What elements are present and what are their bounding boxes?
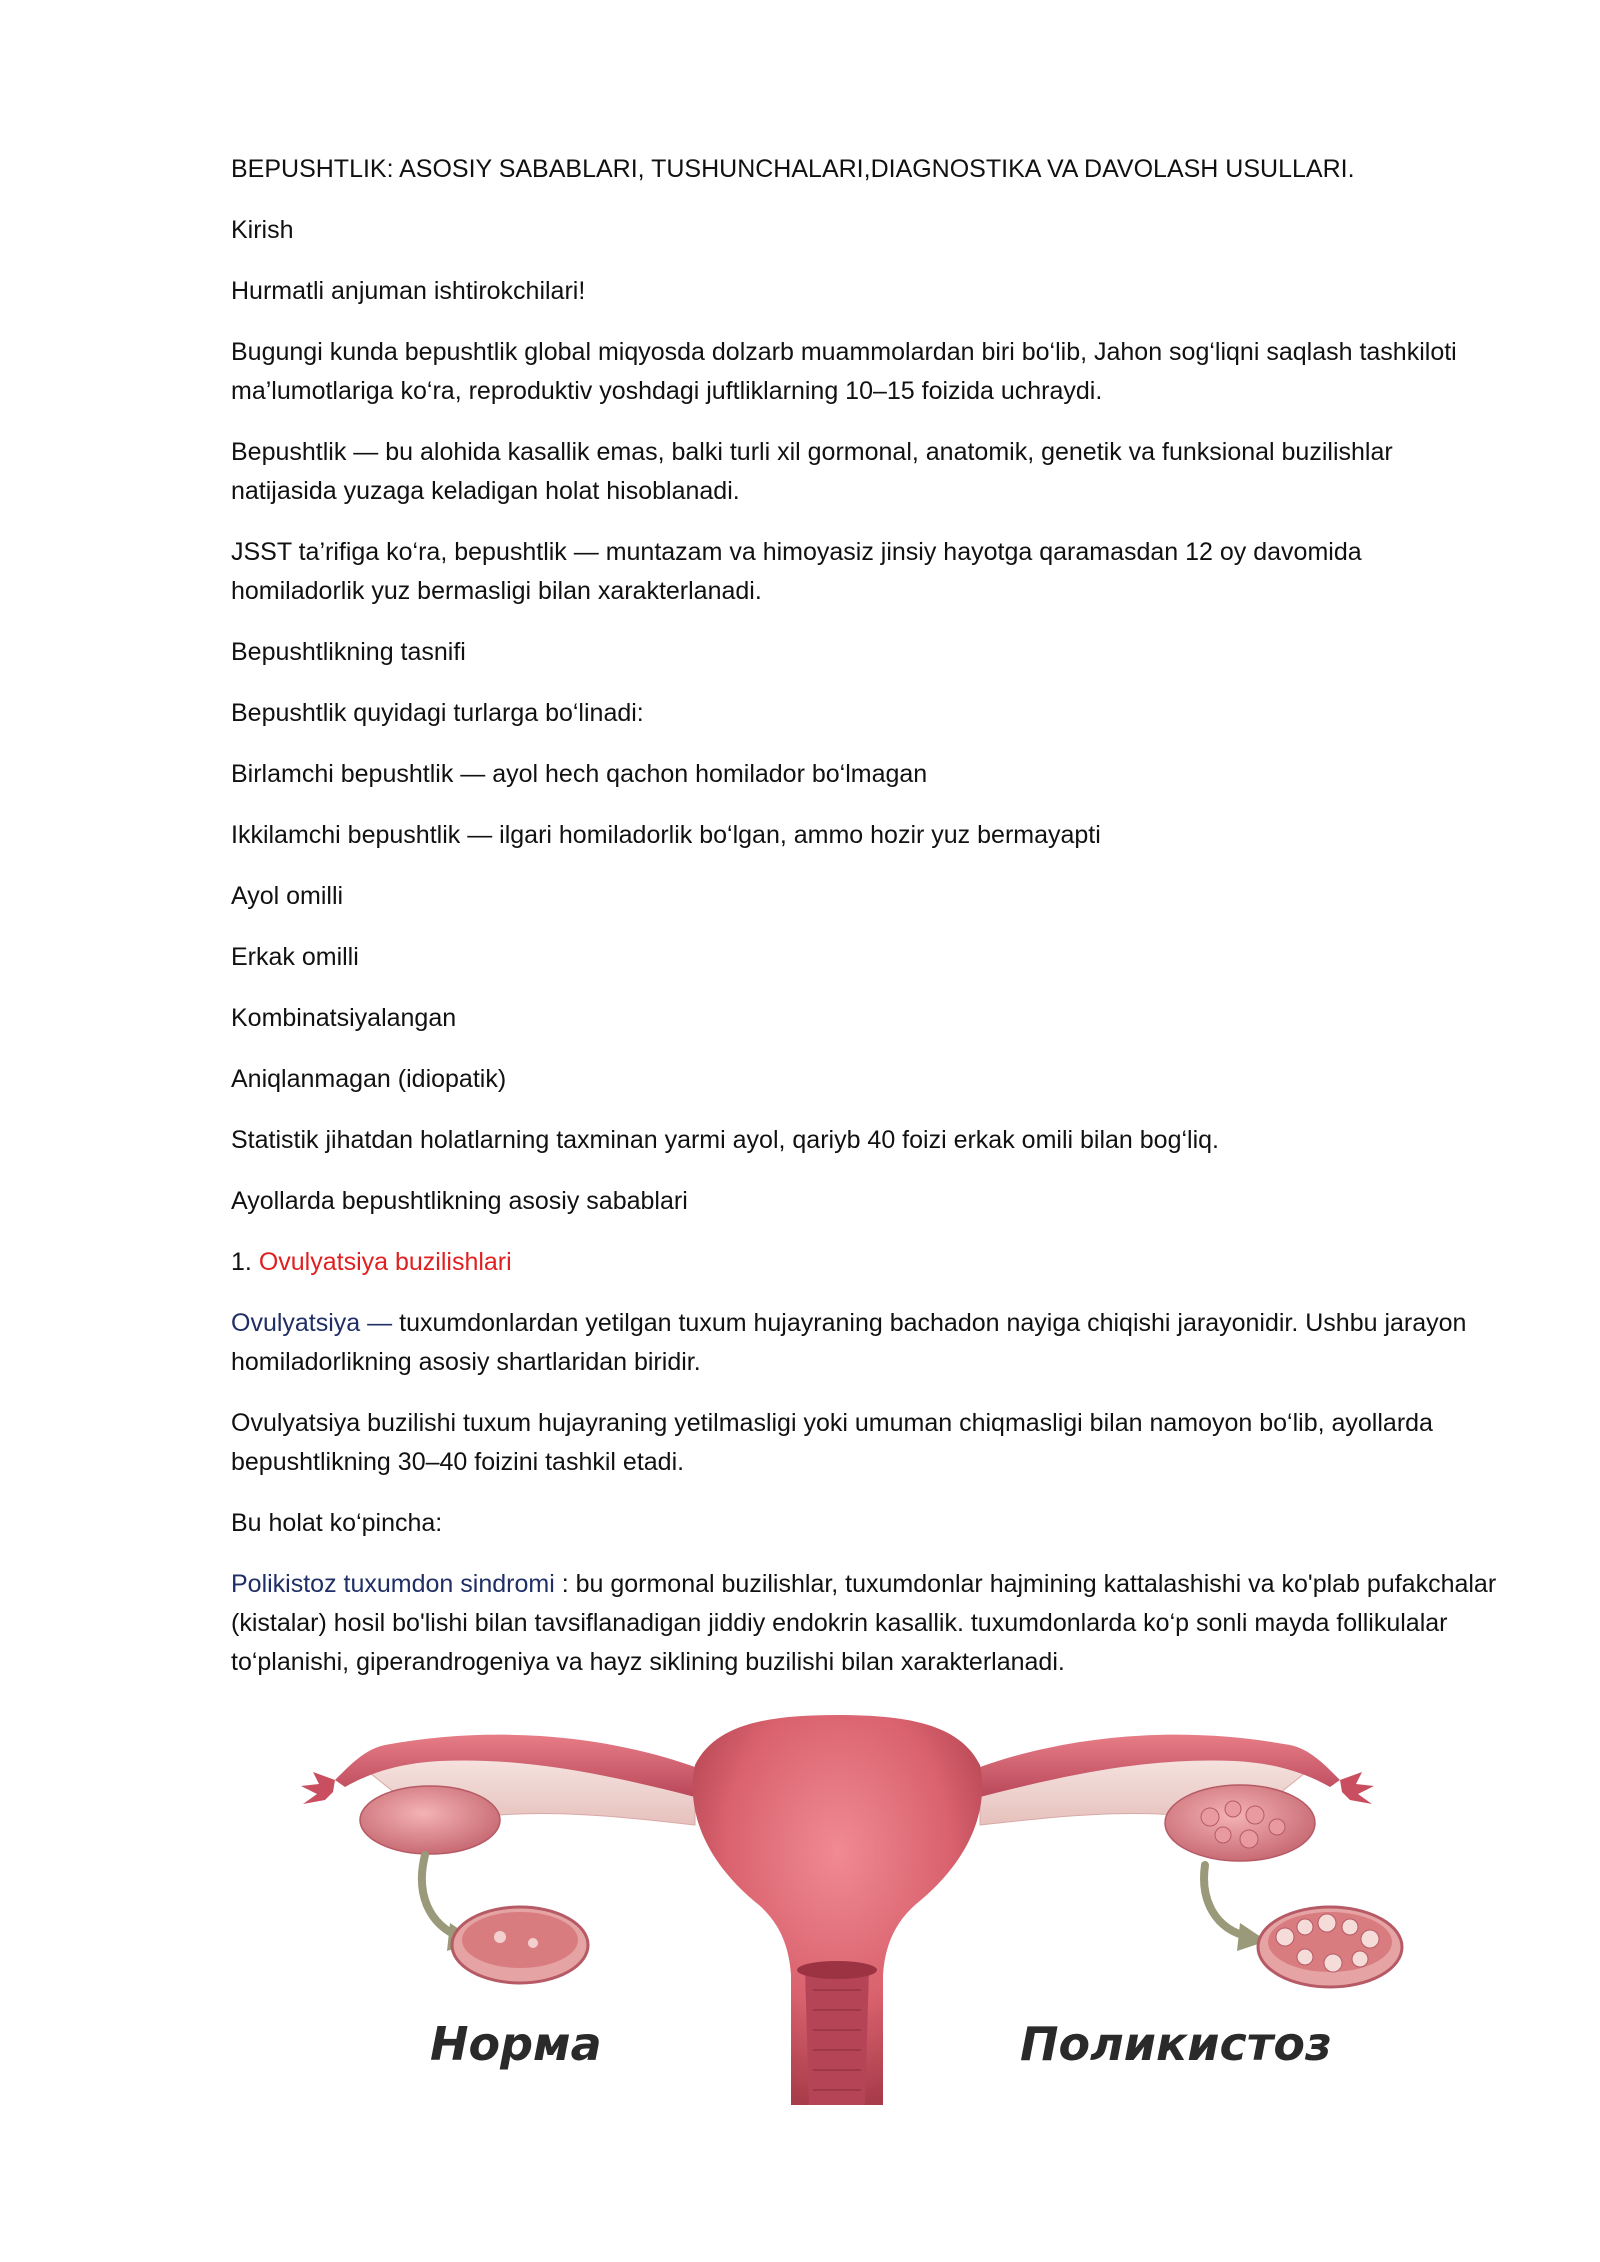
type-secondary: Ikkilamchi bepushtlik — ilgari homiladorlik bo‘lgan, ammo hozir yuz bermayapti [231,821,1101,849]
section-intro-heading: Kirish [231,216,294,244]
pcos-text: : bu gormonal buzilishlar, tuxumdonlar hajmining kattalashishi va ko'plab pufakchalar (kistalar) hosil bo'lishi bilan tavsiflanadigan jiddiy endokrin kasallik. tuxumdonlarda ko‘p sonli mayda follikulalar to‘planishi, giperandrogeniya va hayz siklining buzilishi bilan xarakterlanadi. [231,1570,1497,1676]
paragraph-definition: Bepushtlik — bu alohida kasallik emas, balki turli xil gormonal, anatomik, genetik va funksional buzilishlar natijasida yuzaga keladigan holat hisoblanadi. [231,438,1393,505]
polycystic-ovary-cross-section [1258,1907,1402,1987]
section-causes-heading: Ayollarda bepushtlikning asosiy sabablari [231,1187,688,1215]
left-arrow [422,1855,460,1937]
cause-1-number: 1. [231,1248,252,1276]
factor-combined: Kombinatsiyalangan [231,1004,457,1032]
factor-male: Erkak omilli [231,943,359,971]
paragraph-ovulation [231,1304,1501,1382]
type-primary: Birlamchi bepushtlik — ayol hech qachon homilador bo‘lmagan [231,760,928,788]
document-title: BEPUSHTLIK: ASOSIY SABABLARI, TUSHUNCHALARI,DIAGNOSTIKA VA DAVOLASH USULLARI. [231,155,1355,183]
uterus-diagram [265,1705,1410,2105]
paragraph-ovulation-disorder: Ovulyatsiya buzilishi tuxum hujayraning yetilmasligi yoki umuman chiqmasligi bilan namoyon bo‘lib, ayollarda bepushtlikning 30–40 foizini tashkil etadi. [231,1409,1433,1476]
often-label: Bu holat ko‘pincha: [231,1509,443,1537]
left-fimbriae [301,1772,335,1804]
ovulation-text: tuxumdonlardan yetilgan tuxum hujayraning bachadon nayiga chiqishi jarayonidir. Ushbu jarayon homiladorlikning asosiy shartlaridan biridir. [231,1309,1467,1376]
normal-ovary-cross-section [452,1907,588,1983]
classification-intro: Bepushtlik quyidagi turlarga bo‘linadi: [231,699,644,727]
right-ovary [1165,1785,1315,1861]
cause-1-heading [231,1243,1501,1282]
paragraph-global: Bugungi kunda bepushtlik global miqyosda dolzarb muammolardan biri bo‘lib, Jahon sog‘liqni saqlash tashkiloti ma’lumotlariga ko‘ra, reproduktiv yoshdagi juftliklarning 10–15 foizida uchraydi. [231,338,1457,405]
section-classification-heading: Bepushtlikning tasnifi [231,638,466,666]
pcos-term: Polikistoz tuxumdon sindromi [231,1570,555,1598]
factor-unknown: Aniqlanmagan (idiopatik) [231,1065,507,1093]
paragraph-statistics: Statistik jihatdan holatlarning taxminan yarmi ayol, qariyb 40 foizi erkak omili bilan bog‘liq. [231,1126,1219,1154]
paragraph-pcos [231,1565,1501,1682]
caption-polycystic: Поликистоз [1020,2017,1332,2071]
uterus-illustration [265,1705,1410,2105]
caption-normal: Норма [430,2017,602,2071]
greeting: Hurmatli anjuman ishtirokchilari! [231,277,586,305]
right-fimbriae [1340,1772,1374,1804]
paragraph-jsst: JSST ta’rifiga ko‘ra, bepushtlik — muntazam va himoyasiz jinsiy hayotga qaramasdan 12 oy davomida homiladorlik yuz bermasligi bilan xarakterlanadi. [231,538,1362,605]
left-ovary [360,1786,500,1854]
factor-female: Ayol omilli [231,882,344,910]
document-body [231,150,1501,1704]
cause-1-title: Ovulyatsiya buzilishlari [258,1248,512,1276]
ovulation-term: Ovulyatsiya — [231,1309,393,1337]
cervix-rim [797,1961,877,1979]
